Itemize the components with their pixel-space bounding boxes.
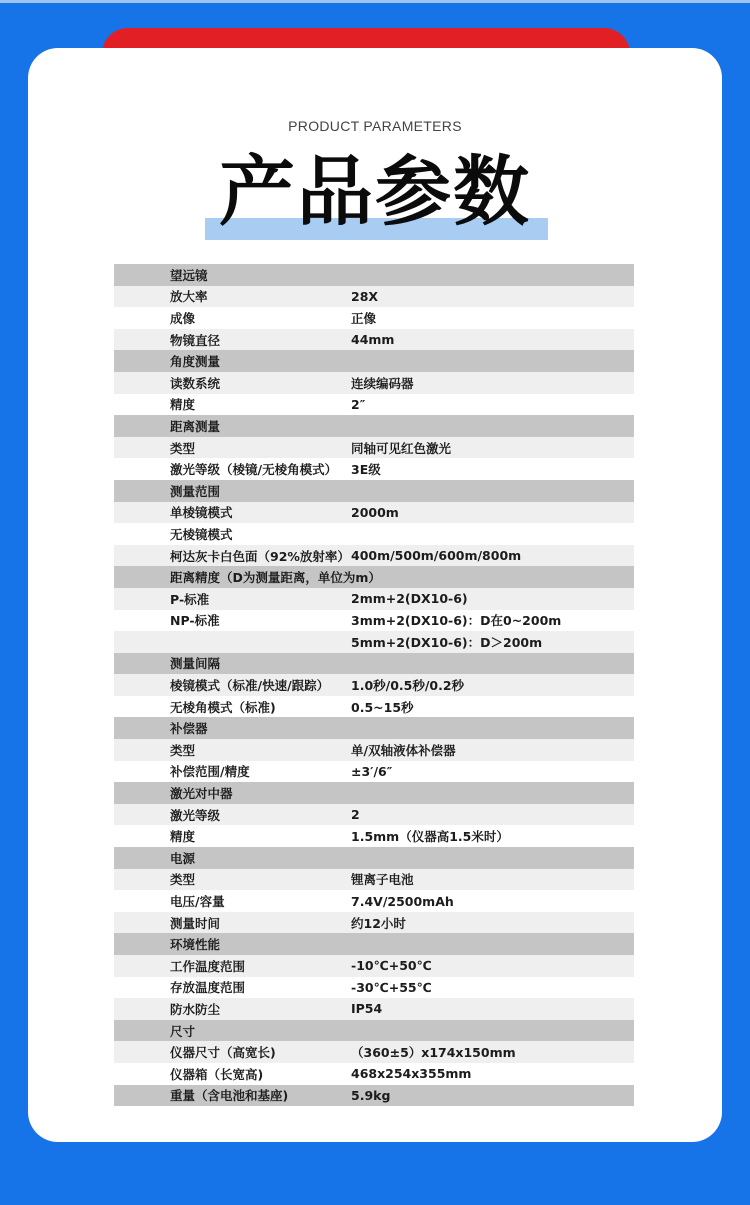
spec-row (114, 631, 634, 653)
spec-label: 单棱镜模式 (170, 505, 233, 521)
spec-row (114, 955, 634, 977)
spec-value: 2000m (351, 504, 399, 520)
section-label: 角度测量 (170, 354, 221, 370)
section-row (114, 566, 634, 588)
spec-value: 7.4V/2500mAh (351, 893, 454, 909)
spec-row (114, 912, 634, 934)
section-row (114, 264, 634, 286)
spec-label: P-标准 (170, 591, 210, 607)
spec-value: -10℃+50℃ (351, 958, 432, 974)
spec-label: 仪器箱（长宽高) (170, 1066, 264, 1082)
spec-label: 激光等级 (170, 807, 221, 823)
section-row (114, 847, 634, 869)
spec-label: 类型 (170, 440, 196, 456)
spec-row (114, 286, 634, 308)
spec-value: 2mm+2(DX10-6) (351, 591, 468, 607)
spec-row (114, 610, 634, 632)
section-label: 望远镜 (170, 267, 208, 283)
section-row (114, 782, 634, 804)
section-row (114, 1085, 634, 1107)
section-label: 距离测量 (170, 418, 221, 434)
spec-row (114, 1041, 634, 1063)
spec-value: 1.0秒/0.5秒/0.2秒 (351, 678, 465, 694)
section-label: 激光对中器 (170, 786, 233, 802)
top-edge-line (0, 0, 750, 3)
spec-value: 28X (351, 288, 379, 304)
spec-label: 补偿范围/精度 (170, 764, 250, 780)
spec-label: 精度 (170, 829, 196, 845)
section-label: 电源 (170, 850, 196, 866)
spec-row (114, 825, 634, 847)
spec-value: 0.5~15秒 (351, 699, 414, 715)
section-label: 距离精度（D为测量距离，单位为m） (170, 570, 381, 586)
spec-label: 仪器尺寸（高宽长) (170, 1045, 276, 1061)
spec-value: 约12小时 (351, 915, 406, 931)
spec-label: NP-标准 (170, 613, 220, 629)
spec-value: （360±5）x174x150mm (351, 1045, 516, 1061)
spec-value: -30℃+55℃ (351, 979, 432, 995)
spec-row (114, 804, 634, 826)
spec-label: 放大率 (170, 289, 208, 305)
spec-row (114, 977, 634, 999)
spec-label: 防水防尘 (170, 1001, 221, 1017)
spec-row (114, 307, 634, 329)
section-label: 尺寸 (170, 1023, 196, 1039)
spec-value: 400m/500m/600m/800m (351, 548, 522, 564)
spec-label: 物镜直径 (170, 332, 221, 348)
spec-label: 无棱镜模式 (170, 526, 233, 542)
section-label: 测量间隔 (170, 656, 221, 672)
spec-row (114, 588, 634, 610)
section-label: 环境性能 (170, 937, 221, 953)
spec-value: 44mm (351, 332, 395, 348)
page-title: 产品参数 (219, 147, 531, 236)
spec-row (114, 394, 634, 416)
spec-row (114, 869, 634, 891)
spec-value: 3E级 (351, 462, 381, 478)
spec-row (114, 1063, 634, 1085)
spec-label: 电压/容量 (170, 894, 225, 910)
spec-row (114, 890, 634, 912)
spec-row (114, 545, 634, 567)
spec-value: 468x254x355mm (351, 1066, 472, 1082)
spec-label: 读数系统 (170, 375, 221, 391)
spec-row (114, 502, 634, 524)
spec-label: 成像 (170, 310, 196, 326)
spec-value: 1.5mm（仪器高1.5米时） (351, 829, 509, 845)
spec-value: 单/双轴液体补偿器 (351, 742, 456, 758)
spec-value: 2 (351, 807, 360, 823)
section-row (114, 717, 634, 739)
spec-value: ±3′/6″ (351, 763, 393, 779)
section-row (114, 653, 634, 675)
spec-value: 3mm+2(DX10-6)：D在0~200m (351, 613, 562, 629)
spec-label: 工作温度范围 (170, 958, 246, 974)
spec-value: 连续编码器 (351, 375, 414, 391)
spec-label: 无棱角模式（标准) (170, 699, 276, 715)
spec-value: IP54 (351, 1001, 383, 1017)
spec-value: 正像 (351, 310, 377, 326)
spec-row (114, 329, 634, 351)
spec-label: 测量时间 (170, 915, 221, 931)
spec-label: 柯达灰卡白色面（92%放射率） (170, 548, 350, 564)
spec-row (114, 523, 634, 545)
spec-label: 激光等级（棱镜/无棱角模式） (170, 462, 338, 478)
spec-table (114, 264, 634, 1106)
spec-label: 存放温度范围 (170, 980, 246, 996)
section-row (114, 415, 634, 437)
spec-row (114, 998, 634, 1020)
spec-row (114, 739, 634, 761)
spec-value: 锂离子电池 (351, 872, 414, 888)
spec-row (114, 458, 634, 480)
section-row (114, 350, 634, 372)
section-label: 补偿器 (170, 721, 208, 737)
spec-row (114, 674, 634, 696)
section-row (114, 1020, 634, 1042)
spec-label: 类型 (170, 742, 196, 758)
spec-value: 5.9kg (351, 1087, 391, 1103)
spec-label: 精度 (170, 397, 196, 413)
spec-row (114, 437, 634, 459)
spec-value: 5mm+2(DX10-6)：D＞200m (351, 634, 543, 650)
spec-value: 同轴可见红色激光 (351, 440, 452, 456)
section-row (114, 933, 634, 955)
section-label: 重量（含电池和基座) (170, 1088, 289, 1104)
spec-label: 类型 (170, 872, 196, 888)
subtitle: PRODUCT PARAMETERS (288, 118, 462, 134)
spec-label: 棱镜模式（标准/快速/跟踪） (170, 678, 330, 694)
spec-value: 2″ (351, 396, 366, 412)
section-row (114, 480, 634, 502)
spec-row (114, 372, 634, 394)
spec-row (114, 696, 634, 718)
spec-row (114, 761, 634, 783)
section-label: 测量范围 (170, 483, 221, 499)
